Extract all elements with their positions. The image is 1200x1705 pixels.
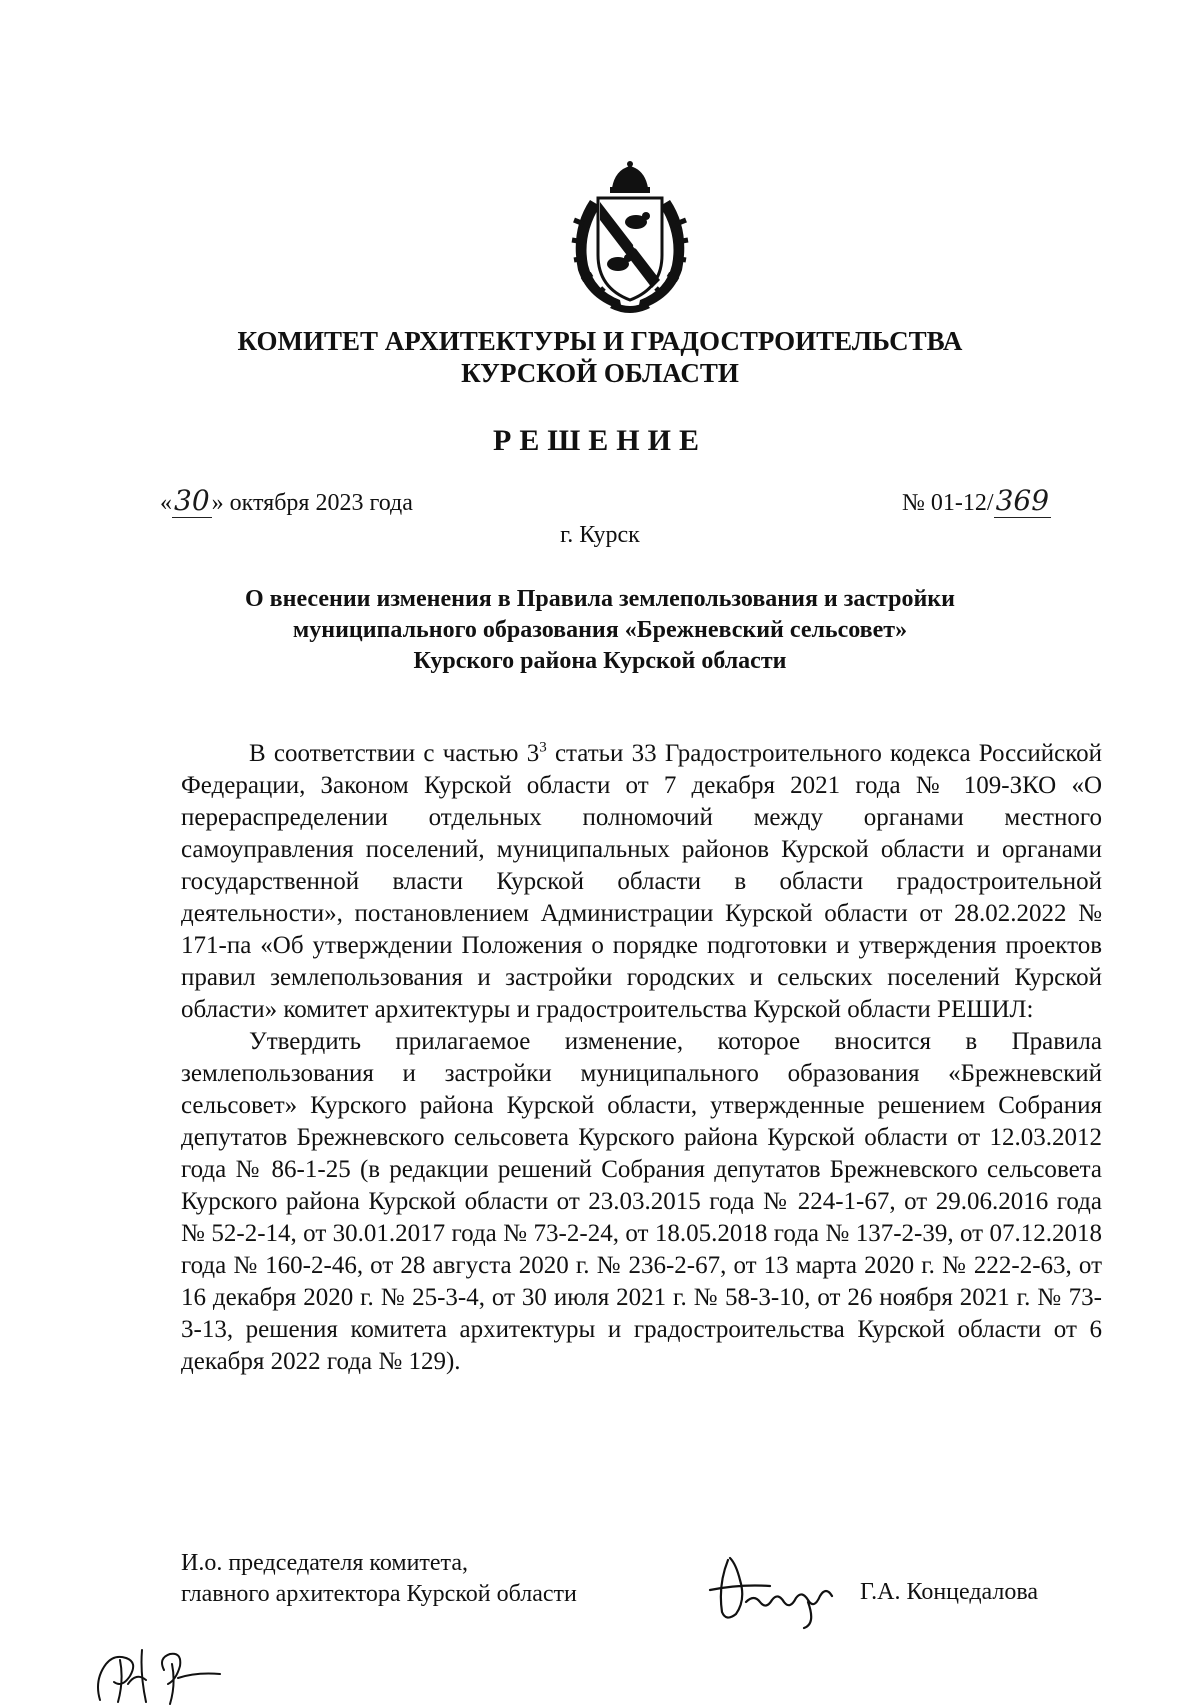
- decision-body: [181, 738, 1102, 1378]
- subject-line-2: муниципального образования «Брежневский сельсовет»: [292, 617, 908, 643]
- handwritten-initials-icon: [80, 1640, 250, 1705]
- issue-city: г. Курск: [560, 522, 640, 548]
- date-open-quote: «: [160, 490, 172, 516]
- decision-number: [902, 484, 1051, 517]
- handwritten-signature-icon: [700, 1540, 850, 1630]
- signer-name: Г.А. Концедалова: [860, 1579, 1039, 1605]
- committee-name: [0, 325, 1200, 389]
- document-type-title: РЕШЕНИЕ: [493, 424, 707, 457]
- subject-line-3: Курского района Курской области: [413, 648, 787, 674]
- subject-line-1: О внесении изменения в Правила землепользования и застройки: [245, 586, 955, 612]
- committee-line-1: КОМИТЕТ АРХИТЕКТУРЫ И ГРАДОСТРОИТЕЛЬСТВА: [237, 326, 963, 356]
- date-day-handwritten: 30: [174, 484, 210, 517]
- body-paragraph-1: [181, 738, 1102, 1026]
- number-handwritten: 369: [995, 484, 1050, 517]
- signatory-position-line-1: И.о. председателя комитета,: [181, 1550, 468, 1576]
- signatory-position: [181, 1548, 577, 1610]
- body-p1-start: В соответствии с частью 3: [249, 740, 540, 767]
- decision-subject: [0, 584, 1200, 677]
- body-p1-superscript: 3: [539, 739, 547, 756]
- signatory-position-line-2: главного архитектора Курской области: [181, 1581, 577, 1607]
- kursk-coat-of-arms-icon: [560, 160, 700, 318]
- date-month-year: » октября 2023 года: [211, 490, 413, 516]
- number-prefix: № 01-12/: [902, 490, 994, 516]
- decision-date: [160, 484, 413, 517]
- body-paragraph-2: Утвердить прилагаемое изменение, которое вносится в Правила землепользования и застройки муниципального образования «Брежневский сельсовет» Курского района Курской области, утвержденные решением Собрания депутатов Брежневского сельсовета Курского района Курской области от 12.03.2012 года № 86-1-25 (в редакции решений Собрания депутатов Брежневского сельсовета Курского района Курской области от 23.03.2015 года № 224-1-67, от 29.06.2016 года № 52-2-14, от 30.01.2017 года № 73-2-24, от 18.05.2018 года № 137-2-39, от 07.12.2018 года № 160-2-46, от 28 августа 2020 г. № 236-2-67, от 13 марта 2020 г. № 222-2-63, от 16 декабря 2020 г. № 25-3-4, от 30 июля 2021 г. № 58-3-10, от 26 ноября 2021 г. № 73-3-13, решения комитета архитектуры и градостроительства Курской области от 6 декабря 2022 года № 129).: [181, 1028, 1102, 1375]
- body-p1-rest: статьи 33 Градостроительного кодекса Российской Федерации, Законом Курской области от 7 декабря 2021 года № 109-ЗКО «О перераспределении отдельных полномочий между органами местного самоуправления поселений, муниципальных районов Курской области и органами государственной власти Курской области в области градостроительной деятельности», постановлением Администрации Курской области от 28.02.2022 № 171-па «Об утверждении Положения о порядке подготовки и утверждения проектов правил землепользования и застройки городских и сельских поселений Курской области» комитет архитектуры и градостроительства Курской области РЕШИЛ:: [181, 740, 1102, 1023]
- committee-line-2: КУРСКОЙ ОБЛАСТИ: [461, 358, 739, 388]
